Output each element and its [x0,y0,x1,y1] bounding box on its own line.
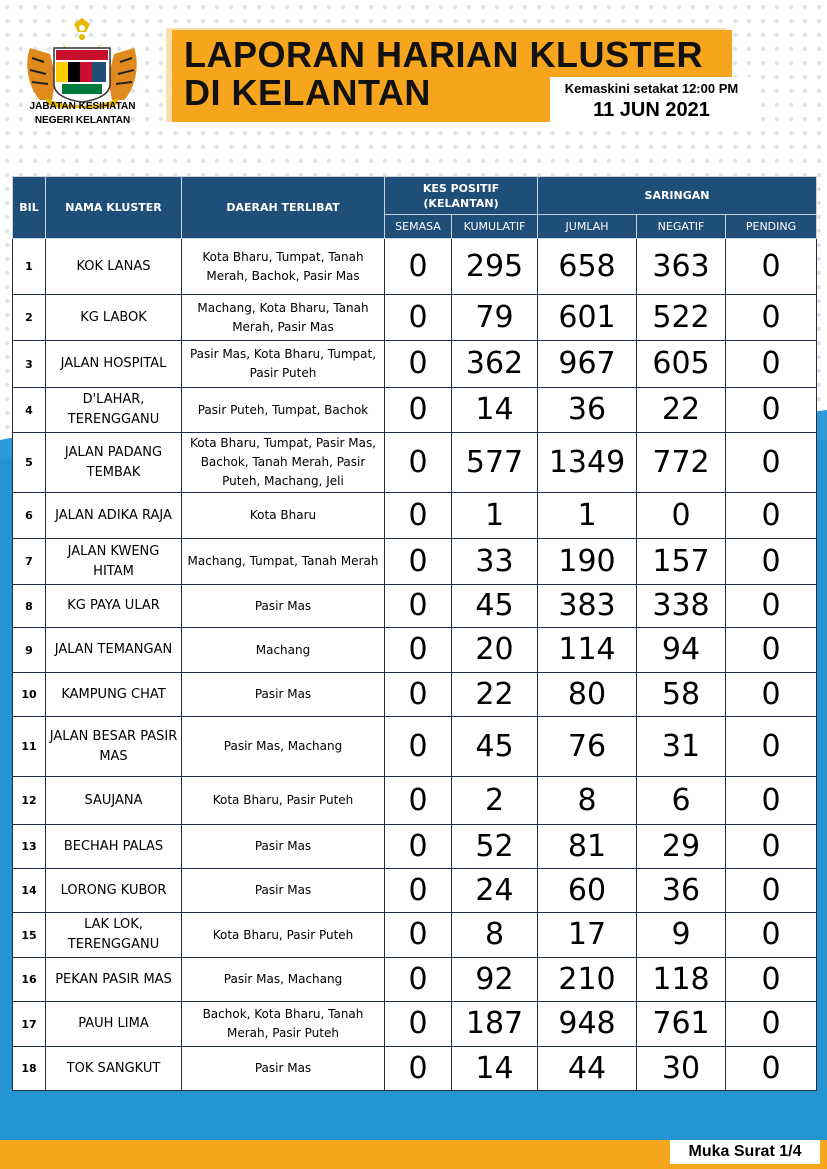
cell-jumlah: 76 [538,717,637,777]
cell-kumulatif: 33 [452,539,538,585]
cell-negatif: 605 [637,341,726,388]
header-kes-positif: KES POSITIF (KELANTAN) [385,177,538,215]
cell-jumlah: 210 [538,958,637,1002]
cell-bil: 1 [13,239,46,295]
crest-icon [22,18,142,108]
table-row [13,539,817,585]
cell-kumulatif: 577 [452,433,538,493]
cell-pending: 0 [726,913,817,958]
table-row [13,433,817,493]
table-row [13,717,817,777]
table-row [13,913,817,958]
cell-nama: JALAN ADIKA RAJA [46,493,182,539]
table-row [13,1047,817,1091]
cell-semasa: 0 [385,825,452,869]
cell-jumlah: 60 [538,869,637,913]
header-daerah: DAERAH TERLIBAT [182,177,385,239]
cell-pending: 0 [726,341,817,388]
cell-daerah: Pasir Mas [182,1047,385,1091]
cell-bil: 9 [13,628,46,673]
cell-daerah: Kota Bharu, Pasir Puteh [182,777,385,825]
header-nama: NAMA KLUSTER [46,177,182,239]
cell-jumlah: 190 [538,539,637,585]
cell-jumlah: 601 [538,295,637,341]
cell-semasa: 0 [385,433,452,493]
cell-negatif: 29 [637,825,726,869]
cell-kumulatif: 20 [452,628,538,673]
cell-jumlah: 114 [538,628,637,673]
table-row [13,239,817,295]
cell-kumulatif: 79 [452,295,538,341]
cell-semasa: 0 [385,777,452,825]
cell-jumlah: 1 [538,493,637,539]
header-semasa: SEMASA [385,215,452,239]
table-row [13,493,817,539]
cell-negatif: 363 [637,239,726,295]
cell-nama: KG LABOK [46,295,182,341]
table-row [13,295,817,341]
page-number: Muka Surat 1/4 [670,1140,820,1164]
cell-daerah: Pasir Mas [182,825,385,869]
agency-line-2: NEGERI KELANTAN [34,115,131,126]
cell-nama: KAMPUNG CHAT [46,673,182,717]
cell-semasa: 0 [385,341,452,388]
cell-kumulatif: 8 [452,913,538,958]
cell-bil: 14 [13,869,46,913]
table-row [13,777,817,825]
cell-nama: KOK LANAS [46,239,182,295]
agency-line-1: JABATAN KESIHATAN [29,101,136,112]
cell-jumlah: 1349 [538,433,637,493]
cell-negatif: 338 [637,585,726,628]
update-label: Kemaskini setakat 12:00 PM [564,81,739,96]
cell-daerah: Pasir Mas, Kota Bharu, Tumpat, Pasir Puteh [182,341,385,388]
cell-negatif: 522 [637,295,726,341]
cell-bil: 4 [13,388,46,433]
header-saringan: SARINGAN [538,177,817,215]
cell-kumulatif: 24 [452,869,538,913]
table-row [13,958,817,1002]
cell-kumulatif: 362 [452,341,538,388]
cell-semasa: 0 [385,493,452,539]
crest-crown [74,18,90,32]
header-negatif: NEGATIF [637,215,726,239]
cell-pending: 0 [726,717,817,777]
cell-pending: 0 [726,295,817,341]
cell-bil: 8 [13,585,46,628]
cell-negatif: 157 [637,539,726,585]
cluster-table [12,176,817,1091]
cell-semasa: 0 [385,1002,452,1047]
cell-daerah: Kota Bharu [182,493,385,539]
cell-bil: 3 [13,341,46,388]
cell-semasa: 0 [385,958,452,1002]
cell-jumlah: 80 [538,673,637,717]
header-kumulatif: KUMULATIF [452,215,538,239]
cell-pending: 0 [726,433,817,493]
cell-jumlah: 967 [538,341,637,388]
cell-negatif: 30 [637,1047,726,1091]
cell-pending: 0 [726,585,817,628]
cell-negatif: 31 [637,717,726,777]
cell-negatif: 36 [637,869,726,913]
crest-shield [54,48,110,102]
cell-kumulatif: 14 [452,388,538,433]
cell-semasa: 0 [385,913,452,958]
header-bil: BIL [13,177,46,239]
table-row [13,1002,817,1047]
cell-semasa: 0 [385,1047,452,1091]
cell-daerah: Kota Bharu, Pasir Puteh [182,913,385,958]
cell-daerah: Pasir Mas [182,585,385,628]
cell-daerah: Machang, Kota Bharu, Tanah Merah, Pasir Mas [182,295,385,341]
cell-daerah: Machang, Tumpat, Tanah Merah [182,539,385,585]
cell-kumulatif: 52 [452,825,538,869]
cell-negatif: 772 [637,433,726,493]
cell-negatif: 6 [637,777,726,825]
cell-pending: 0 [726,1002,817,1047]
table-row [13,341,817,388]
table-header [13,177,817,239]
cell-nama: JALAN PADANG TEMBAK [46,433,182,493]
cell-negatif: 58 [637,673,726,717]
table-row [13,825,817,869]
cell-negatif: 94 [637,628,726,673]
cell-semasa: 0 [385,388,452,433]
cell-semasa: 0 [385,585,452,628]
cell-jumlah: 36 [538,388,637,433]
cell-daerah: Kota Bharu, Tumpat, Pasir Mas, Bachok, Tanah Merah, Pasir Puteh, Machang, Jeli [182,433,385,493]
cell-bil: 11 [13,717,46,777]
cell-pending: 0 [726,539,817,585]
cell-jumlah: 658 [538,239,637,295]
cell-kumulatif: 2 [452,777,538,825]
cell-semasa: 0 [385,717,452,777]
crest-tiger-left [27,48,56,100]
cell-daerah: Pasir Mas, Machang [182,958,385,1002]
cell-negatif: 761 [637,1002,726,1047]
cell-negatif: 9 [637,913,726,958]
table-body [13,239,817,1091]
table-row [13,628,817,673]
table-row [13,585,817,628]
cell-daerah: Pasir Mas [182,869,385,913]
title-line-2: DI KELANTAN [184,72,431,113]
cell-jumlah: 948 [538,1002,637,1047]
cell-nama: PEKAN PASIR MAS [46,958,182,1002]
table-row [13,869,817,913]
cell-bil: 16 [13,958,46,1002]
cell-jumlah: 8 [538,777,637,825]
agency-name [10,100,155,128]
cell-pending: 0 [726,673,817,717]
cell-nama: KG PAYA ULAR [46,585,182,628]
cell-pending: 0 [726,388,817,433]
cell-pending: 0 [726,958,817,1002]
cell-jumlah: 383 [538,585,637,628]
cell-nama: D'LAHAR, TERENGGANU [46,388,182,433]
cell-daerah: Pasir Mas [182,673,385,717]
cell-daerah: Pasir Mas, Machang [182,717,385,777]
cell-jumlah: 17 [538,913,637,958]
cell-semasa: 0 [385,628,452,673]
cell-kumulatif: 92 [452,958,538,1002]
cell-bil: 18 [13,1047,46,1091]
cell-jumlah: 44 [538,1047,637,1091]
cell-kumulatif: 22 [452,673,538,717]
cell-semasa: 0 [385,239,452,295]
cell-daerah: Machang [182,628,385,673]
cell-pending: 0 [726,493,817,539]
update-date: 11 JUN 2021 [593,99,710,121]
cell-nama: LORONG KUBOR [46,869,182,913]
cell-pending: 0 [726,1047,817,1091]
cell-nama: JALAN HOSPITAL [46,341,182,388]
cell-semasa: 0 [385,539,452,585]
title-line-1: LAPORAN HARIAN KLUSTER [184,34,703,75]
cell-pending: 0 [726,777,817,825]
cell-negatif: 22 [637,388,726,433]
cell-nama: JALAN KWENG HITAM [46,539,182,585]
cell-pending: 0 [726,239,817,295]
cell-kumulatif: 14 [452,1047,538,1091]
cell-daerah: Bachok, Kota Bharu, Tanah Merah, Pasir Puteh [182,1002,385,1047]
cell-kumulatif: 45 [452,585,538,628]
cell-bil: 15 [13,913,46,958]
cell-nama: LAK LOK, TERENGGANU [46,913,182,958]
cell-nama: SAUJANA [46,777,182,825]
header-jumlah: JUMLAH [538,215,637,239]
cell-kumulatif: 1 [452,493,538,539]
cell-pending: 0 [726,628,817,673]
cell-nama: BECHAH PALAS [46,825,182,869]
cell-negatif: 0 [637,493,726,539]
cell-nama: TOK SANGKUT [46,1047,182,1091]
table-row [13,673,817,717]
cell-bil: 17 [13,1002,46,1047]
cell-jumlah: 81 [538,825,637,869]
cell-semasa: 0 [385,295,452,341]
cell-negatif: 118 [637,958,726,1002]
header-pending: PENDING [726,215,817,239]
cell-semasa: 0 [385,869,452,913]
update-box [550,77,753,124]
cell-pending: 0 [726,825,817,869]
crest-tiger-right [108,48,137,100]
cell-bil: 7 [13,539,46,585]
cell-kumulatif: 187 [452,1002,538,1047]
table-row [13,388,817,433]
cell-bil: 10 [13,673,46,717]
cell-kumulatif: 295 [452,239,538,295]
cell-bil: 12 [13,777,46,825]
cell-bil: 6 [13,493,46,539]
cell-kumulatif: 45 [452,717,538,777]
cell-semasa: 0 [385,673,452,717]
cell-bil: 2 [13,295,46,341]
cell-daerah: Pasir Puteh, Tumpat, Bachok [182,388,385,433]
cell-daerah: Kota Bharu, Tumpat, Tanah Merah, Bachok, Pasir Mas [182,239,385,295]
cell-pending: 0 [726,869,817,913]
cell-nama: JALAN BESAR PASIR MAS [46,717,182,777]
cell-nama: JALAN TEMANGAN [46,628,182,673]
cell-bil: 5 [13,433,46,493]
cell-nama: PAUH LIMA [46,1002,182,1047]
cell-bil: 13 [13,825,46,869]
